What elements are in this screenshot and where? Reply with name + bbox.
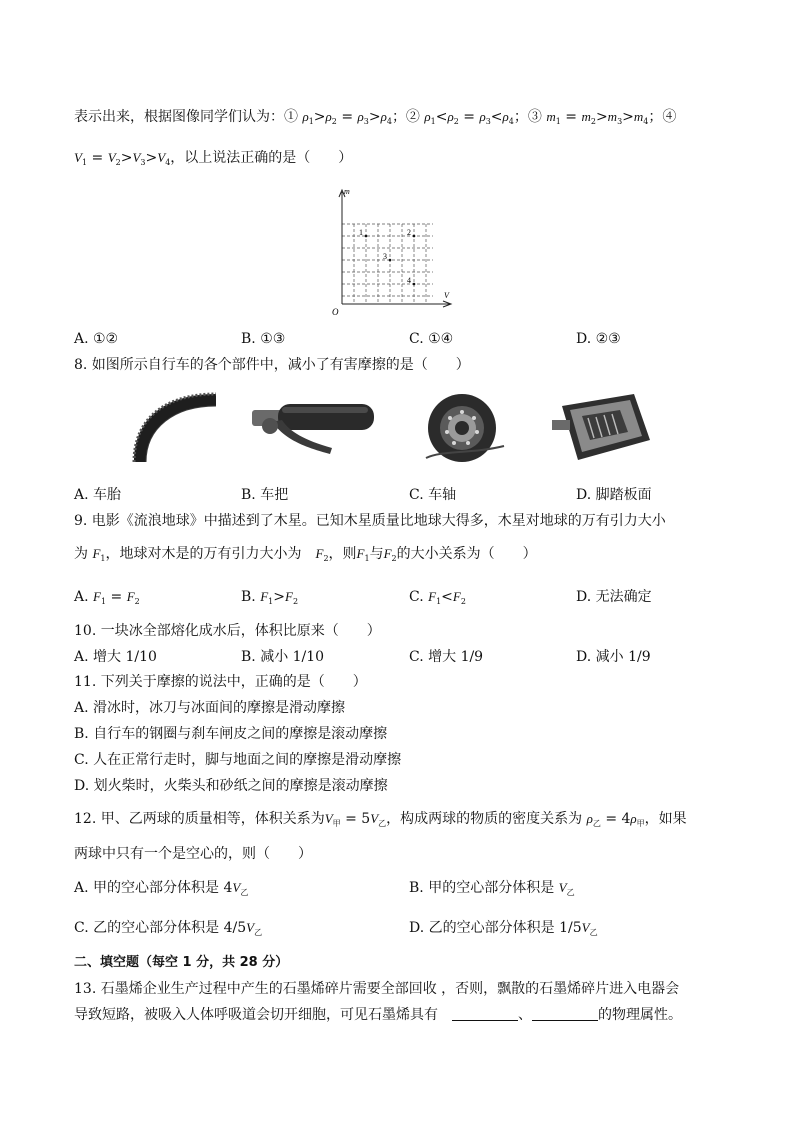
graph-point-label: 4: [407, 276, 411, 285]
section-title: 二、填空题（每空 1 分，共 28 分）: [74, 955, 289, 970]
q9-option-b[interactable]: B. $F_1>F_2$: [241, 589, 299, 606]
q8-option-d[interactable]: D. 脚踏板面: [576, 487, 652, 503]
graph-point-3: [389, 259, 392, 262]
q11-option-a[interactable]: A. 滑冰时，冰刀与冰面间的摩擦是滑动摩擦: [74, 700, 346, 716]
q7-option-b[interactable]: B. ①③: [241, 331, 286, 347]
q13-line1: 13. 石墨烯企业生产过程中产生的石墨烯碎片需要全部回收 ，否则，飘散的石墨烯碎片进入电器会: [74, 981, 680, 997]
q10-stem: 10. 一块冰全部熔化成水后，体积比原来（ ）: [74, 623, 381, 639]
q12-option-b[interactable]: B. 甲的空心部分体积是 $V_乙$: [409, 880, 575, 897]
q8-stem: 8. 如图所示自行车的各个部件中，减小了有害摩擦的是（ ）: [74, 357, 470, 373]
graph-point-label: 1: [359, 228, 363, 237]
pedal-image: [548, 388, 656, 470]
graph-point-label: 3: [383, 252, 387, 261]
q10-option-c[interactable]: C. 增大 1/9: [409, 649, 484, 665]
q9-line2: 为 $F_1$，地球对木是的万有引力大小为 $F_2$，则$F_1$与$F_2$的大小关系为（ ）: [74, 546, 537, 563]
q12-option-a[interactable]: A. 甲的空心部分体积是 $4V_乙$: [74, 880, 249, 897]
q11-option-d[interactable]: D. 划火柴时，火柴头和砂纸之间的摩擦是滚动摩擦: [74, 778, 388, 794]
axle-image: [412, 388, 516, 466]
graph-point-2: [413, 235, 416, 238]
q9-option-d[interactable]: D. 无法确定: [576, 589, 652, 605]
q12-line2: 两球中只有一个是空心的，则（ ）: [74, 846, 312, 862]
q8-option-c[interactable]: C. 车轴: [409, 487, 457, 503]
q12-option-c[interactable]: C. 乙的空心部分体积是 $4/5V_乙$: [74, 920, 263, 937]
q7-option-c[interactable]: C. ①④: [409, 331, 454, 347]
answer-blank-1[interactable]: [452, 1006, 518, 1021]
handlebar-image: [252, 392, 380, 464]
q10-option-a[interactable]: A. 增大 1/10: [74, 649, 157, 665]
q7-line2: $V_1 = V_2>V_3>V_4$，以上说法正确的是（ ）: [74, 150, 353, 167]
graph-y-label: m: [344, 187, 350, 196]
graph-point-label: 2: [407, 228, 411, 237]
mv-graph: [328, 184, 458, 319]
q7-option-a[interactable]: A. ①②: [74, 331, 119, 347]
q10-option-b[interactable]: B. 减小 1/10: [241, 649, 325, 665]
graph-x-label: V: [444, 291, 449, 300]
q9-option-c[interactable]: C. $F_1<F_2$: [409, 589, 466, 606]
q8-option-b[interactable]: B. 车把: [241, 487, 289, 503]
q7-option-d[interactable]: D. ②③: [576, 331, 621, 347]
q12-option-d[interactable]: D. 乙的空心部分体积是 $1/5V_乙$: [409, 920, 598, 937]
answer-blank-2[interactable]: [532, 1006, 598, 1021]
q7-line1: 表示出来，根据图像同学们认为：① $\rho_1>\rho_2 = \rho_3>\rho_4$；② $\rho_1<\rho_2 = \rho_3<\rho_4$；③ $m_1 = m_2>m_3>m_4$；④: [74, 109, 677, 126]
graph-origin: O: [332, 307, 339, 317]
q11-option-b[interactable]: B. 自行车的钢圈与刹车闸皮之间的摩擦是滚动摩擦: [74, 726, 388, 742]
q12-line1: 12. 甲、乙两球的质量相等，体积关系为$V_甲 = 5V_乙$，构成两球的物质的密度关系为 $\rho_乙 = 4\rho_甲$，如果: [74, 811, 687, 828]
q9-line1: 9. 电影《流浪地球》中描述到了木星。已知木星质量比地球大得多，木星对地球的万有引力大小: [74, 513, 666, 529]
q11-stem: 11. 下列关于摩擦的说法中，正确的是（ ）: [74, 674, 367, 690]
q11-option-c[interactable]: C. 人在正常行走时，脚与地面之间的摩擦是滑动摩擦: [74, 752, 402, 768]
q8-option-a[interactable]: A. 车胎: [74, 487, 122, 503]
graph-point-1: [365, 235, 368, 238]
q13-line2: 导致短路，被吸入人体呼吸道会切开细胞，可见石墨烯具有 、 的物理属性。: [74, 1007, 682, 1023]
q10-option-d[interactable]: D. 减小 1/9: [576, 649, 651, 665]
tire-image: [128, 390, 220, 462]
q9-option-a[interactable]: A. $F_1 = F_2$: [74, 589, 140, 606]
graph-point-4: [413, 283, 416, 286]
